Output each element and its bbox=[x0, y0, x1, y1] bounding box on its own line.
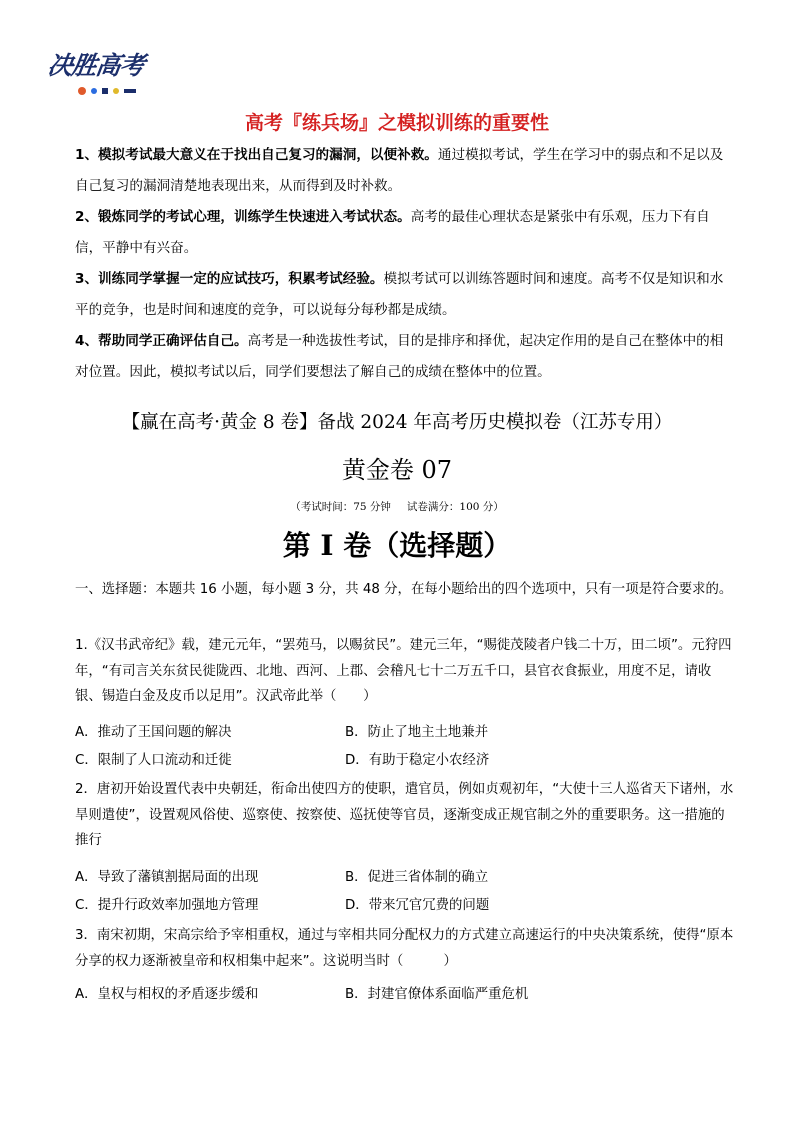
point-1-text: 通过模拟考试，学生在学习中的弱点和不足以及自己复习的漏洞清楚地表现出来，从而得到及时补救。 bbox=[75, 147, 724, 194]
exam-time: （考试时间：75 分钟 bbox=[290, 501, 391, 513]
bundle-title: 【赢在高考·黄金 8 卷】备战 2024 年高考历史模拟卷（江苏专用） bbox=[121, 412, 673, 433]
question-3-option-a: A．皇权与相权的矛盾逐步缓和 bbox=[75, 987, 259, 1002]
question-2-option-b: B．促进三省体制的确立 bbox=[345, 870, 489, 885]
question-2-option-a: A．导致了藩镇割据局面的出现 bbox=[75, 870, 259, 885]
point-3-heading: 3、训练同学掌握一定的应试技巧，积累考试经验。 bbox=[75, 271, 384, 287]
logo bbox=[46, 40, 166, 106]
section-title: 第 I 卷（选择题） bbox=[282, 529, 512, 562]
point-1-heading: 1、模拟考试最大意义在于找出自己复习的漏洞，以便补救。 bbox=[75, 147, 438, 163]
exam-info bbox=[0, 499, 794, 514]
point-2 bbox=[75, 202, 730, 264]
instructions: 一、选择题：本题共 16 小题，每小题 3 分，共 48 分，在每小题给出的四个选项中，只有一项是符合要求的。 bbox=[75, 582, 733, 597]
point-3 bbox=[75, 264, 730, 326]
logo-decoration-icon bbox=[72, 84, 142, 98]
question-1-stem: 1.《汉书武帝纪》载，建元元年，“罢苑马，以赐贫民”。建元三年，“赐徙茂陵者户钱二十万，田二顷”。元狩四年，“有司言关东贫民徙陇西、北地、西河、上郡、会稽凡七十二万五千口，县官衣食振业，用度不足，请收银、锡造白金及皮币以足用”。汉武帝此举（ ） bbox=[75, 638, 732, 704]
point-2-text: 高考的最佳心理状态是紧张中有乐观，压力下有自信，平静中有兴奋。 bbox=[75, 209, 710, 256]
question-1-option-c: C．限制了人口流动和迁徙 bbox=[75, 753, 232, 768]
point-4-heading: 4、帮助同学正确评估自己。 bbox=[75, 333, 248, 349]
point-3-text: 模拟考试可以训练答题时间和速度。高考不仅是知识和水平的竞争，也是时间和速度的竞争，可以说每分每秒都是成绩。 bbox=[75, 271, 724, 318]
question-1-option-a: A．推动了王国问题的解决 bbox=[75, 725, 232, 740]
banner-title: 高考『练兵场』之模拟训练的重要性 bbox=[244, 112, 549, 134]
question-1-option-b: B．防止了地主土地兼并 bbox=[345, 725, 489, 740]
question-3-option-b: B．封建官僚体系面临严重危机 bbox=[345, 987, 529, 1002]
question-2-option-c: C．提升行政效率加强地方管理 bbox=[75, 898, 259, 913]
point-2-heading: 2、锻炼同学的考试心理，训练学生快速进入考试状态。 bbox=[75, 209, 411, 225]
point-4 bbox=[75, 326, 730, 388]
logo-text: 决胜高考 bbox=[45, 51, 146, 80]
point-4-text: 高考是一种选拔性考试，目的是排序和择优，起决定作用的是自己在整体中的相对位置。因此，模拟考试以后，同学们要想法了解自己的成绩在整体中的位置。 bbox=[75, 333, 724, 380]
question-1-option-d: D．有助于稳定小农经济 bbox=[345, 753, 490, 768]
point-1 bbox=[75, 140, 730, 202]
paper-title: 黄金卷 07 bbox=[341, 456, 453, 484]
exam-score: 试卷满分：100 分） bbox=[406, 501, 504, 513]
question-3-stem: 3．南宋初期，宋高宗给予宰相重权，通过与宰相共同分配权力的方式建立高速运行的中央决策系统，使得“原本分享的权力逐渐被皇帝和权相集中起来”。这说明当时（ ） bbox=[75, 928, 734, 969]
question-2-option-d: D．带来冗官冗费的问题 bbox=[345, 898, 490, 913]
question-2-stem: 2．唐初开始设置代表中央朝廷，衔命出使四方的使职，遣官员，例如贞观初年，“大使十三人巡省天下诸州，水旱则遣使”，设置观风俗使、巡察使、按察使、巡抚使等官员，逐渐变成正规官制之外的重要职务。这一措施的推行 bbox=[75, 782, 734, 848]
